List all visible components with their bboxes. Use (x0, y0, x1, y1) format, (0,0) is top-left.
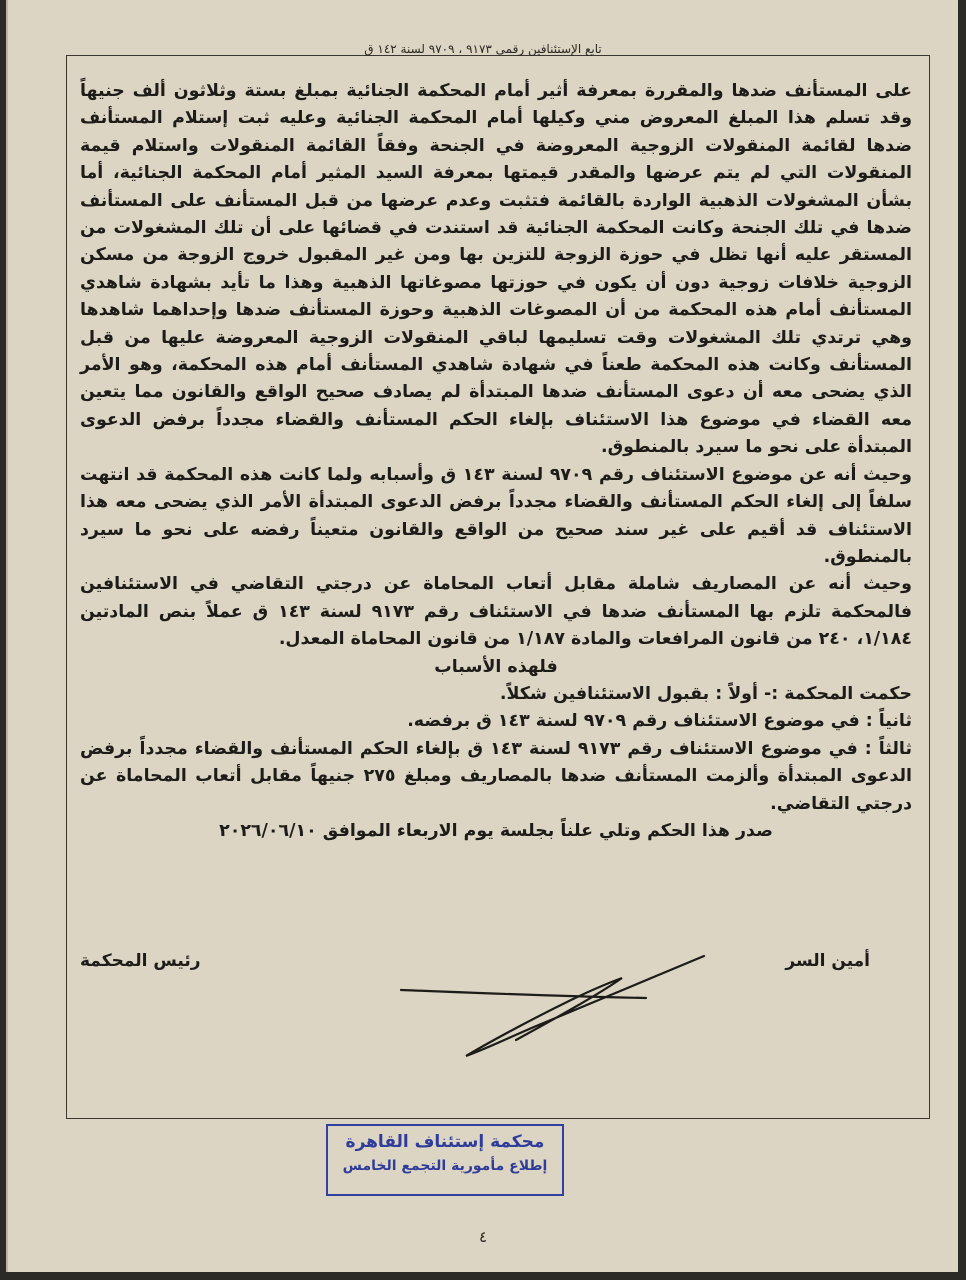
president-label: رئيس المحكمة (80, 951, 201, 971)
verdict-line: ثالثاً : في موضوع الاستئناف رقم ٩١٧٣ لسنة ١٤٣ ق بإلغاء الحكم المستأنف والقضاء مجدداً برفض الدعوى المبتدأة وألزمت المستأنف ضدها بالمصاريف ومبلغ ٢٧٥ جنيهاً مقابل أتعاب المحاماة عن درجتي التقاضي. (80, 738, 913, 814)
stamp-line-1: محكمة إستئناف القاهرة (345, 1132, 545, 1152)
verdict-line: ثانياً : في موضوع الاستئناف رقم ٩٧٠٩ لسنة ١٤٣ ق برفضه. (407, 711, 912, 732)
page-header: تابع الإستئنافين رقمى ٩١٧٣ ، ٩٧٠٩ لسنة ١٤٢ ق (364, 42, 602, 56)
secretary-label: أمين السر (785, 951, 870, 971)
page-number: ٤ (478, 1228, 488, 1246)
stamp-line-2: إطلاع مأمورية التجمع الخامس (342, 1158, 548, 1174)
court-stamp (326, 1124, 564, 1196)
paragraph: وحيث أنه عن المصاريف شاملة مقابل أتعاب المحاماة عن درجتي التقاضي في الاستئنافين فالمحكمة تلزم بها المستأنف ضدها في الاستئناف رقم ٩١٧٣ لسنة ١٤٣ ق عملاً بنص المادتين ١/١٨٤، ٢٤٠ من قانون المرافعات والمادة ١/١٨٧ من قانون المحاماة المعدل. (80, 574, 913, 650)
paragraph: على المستأنف ضدها والمقررة بمعرفة أثير أمام المحكمة الجنائية بمبلغ بستة وثلاثون ألف جنيهاً وقد تسلم هذا المبلغ المعروض مني وكيلها أمام المحكمة الجنائية وعليه ثبت إستلام المستأنف ضدها لقائمة المنقولات الزوجية المعروضة في الجنحة وفقاً القائمة المنقولات واستلام قيمة المنقولات التي لم يتم عرضها والمقدر قيمتها بمعرفة السيد المثير أمام المحكمة الجنائية، أما بشأن المشغولات الذهبية الواردة بالقائمة فتثبت وعدم عرضها من قبل المستأنف على المستأنف ضدها في تلك الجنحة وكانت المحكمة الجنائية قد استندت في قضائها على أن تلك المشغولات من المستقر عليه أنها تظل في حوزة الزوجة للتزين بها ومن غير المقبول خروج الزوجة من مسكن الزوجية خلافات زوجية دون أن يكون في حوزتها مصوغاتها الذهبية وهذا ما تأيد بشهادة شاهدي المستأنف أمام هذه المحكمة من أن المصوغات الذهبية وحوزة المستأنف ضدها وإحداهما شاهدها وهي ترتدي تلك المشغولات وقت تسليمها لباقي المنقولات الزوجية المعروضة عليها من قبل المستأنف وكانت هذه المحكمة طعناً في شهادة شاهدي المستأنف أمام هذه المحكمة، وهو الأمر الذي يضحى معه أن دعوى المستأنف ضدها المبتدأة لم يصادف صحيح الواقع والقانون مما يتعين معه القضاء في موضوع هذا الاستئناف بإلغاء الحكم المستأنف والقضاء مجدداً برفض الدعوى المبتدأة على نحو ما سيرد بالمنطوق. (80, 81, 912, 458)
document-body (80, 78, 912, 845)
handwritten-signature (396, 952, 726, 1062)
reasons-heading: فلهذه الأسباب (434, 656, 558, 677)
verdict-line: حكمت المحكمة :- أولاً : بقبول الاستئنافين شكلاً. (499, 683, 912, 704)
issuance-line: صدر هذا الحكم وتلي علناً بجلسة يوم الاربعاء الموافق ٢٠٢٦/٠٦/١٠ (219, 820, 773, 841)
document-page (6, 0, 958, 1272)
paragraph: وحيث أنه عن موضوع الاستئناف رقم ٩٧٠٩ لسنة ١٤٣ ق وأسبابه ولما كانت هذه المحكمة قد انتهت سلفاً إلى إلغاء الحكم المستأنف والقضاء مجدداً برفض الدعوى المبتدأة الأمر الذي يضحى معه هذا الاستئناف قد أقيم على غير سند صحيح من الواقع والقانون متعيناً رفضه على نحو ما سيرد بالمنطوق. (80, 464, 912, 567)
